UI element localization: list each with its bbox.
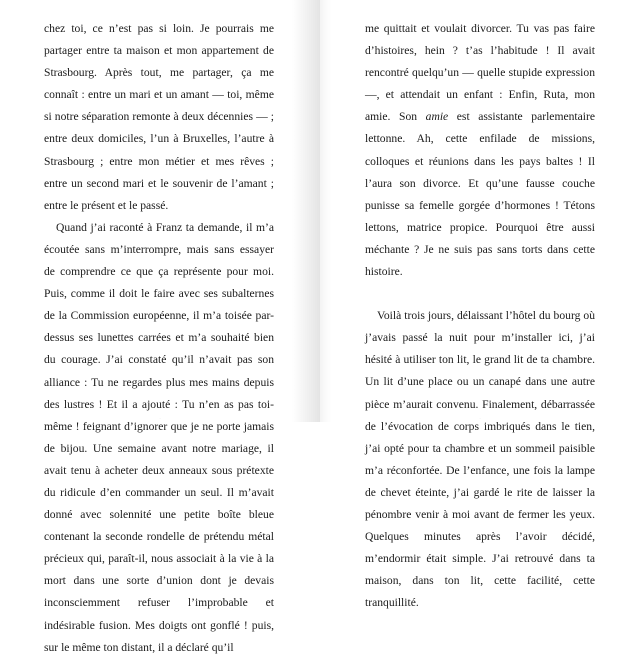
emphasis-word: amie xyxy=(425,110,449,124)
right-page[interactable] xyxy=(320,0,640,610)
paragraph: chez toi, ce n’est pas si loin. Je pourrais me partager entre ta maison et mon appartement de Strasbourg. Après tout, me partager, ça me connaît : entre un mari et un amant — toi, même si notre séparation remonte à deux décennies — ; entre deux domiciles, l’un à Bruxelles, l’autre à Strasbourg ; entre mon métier et mes rêves ; entre un second mari et le souvenir de l’amant ; entre le présent et le passé. xyxy=(44,22,274,212)
paragraph: Quand j’ai raconté à Franz ta demande, il m’a écoutée sans m’interrompre, mais sans essayer de comprendre ce que ça représente pour moi. Puis, comme il doit le faire avec ses subalternes de la Commission européenne, il m’a toisée par-dessus ses lunettes carrées et m’a souhaité bien du courage. J’ai constaté qu’il n’avait pas son alliance : Tu ne regardes plus mes mains depuis des lustres ! Et il a ajouté : Tu n’en as pas toi-même ! feignant d’ignorer que je ne porte jamais de bijou. Une semaine avant notre mariage, il avait tenu à acheter deux anneaux sous prétexte du ridicule d’en commander un seul. Il m’avait donné avec solennité une petite boîte bleue contenant la seconde rondelle de prétendu métal précieux qui, paraît-il, nous associait à la vie à la mort dans une sorte d’union dont je devais inconsciemment refuser l’improbable et indésirable fusion. Mes doigts ont gonflé ! puis, sur le même ton distant, il a déclaré qu’il xyxy=(44,220,274,654)
left-page-text xyxy=(44,18,274,659)
left-page[interactable] xyxy=(0,0,320,654)
paragraph xyxy=(365,18,595,283)
right-page-text xyxy=(365,18,595,614)
page-number-mark: · xyxy=(159,416,161,421)
paragraph-text-start: me quittait et voulait divorcer. Tu vas pas faire d’histoires, hein ? t’as l’habitude ! Il avait rencontré quelqu’un — quelle stupide expression —, et attendait un enfant : Enfin, Ruta, mon amie. Son xyxy=(365,22,595,124)
page-number-mark: · xyxy=(479,416,481,421)
paragraph: Voilà trois jours, délaissant l’hôtel du bourg où j’avais passé la nuit pour m’installer ici, j’ai hésité à utiliser ton lit, le grand lit de ta chambre. Un lit d’une place ou un canapé dans une autre pièce m’aurait convenu. Finalement, débarrassée de l’évocation de corps imbriqués dans le tien, j’ai opté pour ta chambre et un sommeil paisible m’a réconfortée. De l’enfance, une fois la lampe de chevet éteinte, j’ai gardé le rite de laisser la pénombre venir à moi avant de fermer les yeux. Quelques minutes après l’avoir décidé, m’endormir était simple. J’ai retrouvé dans ta maison, dans ton lit, cette facilité, cette tranquillité. xyxy=(365,309,595,610)
paragraph-text-end: est assistante parlementaire lettonne. Ah, cette enfilade de missions, colloques et réunions dans les pays baltes ! Il l’aura son divorce. Et qu’une fausse couche punisse sa femelle gorgée d’hormones ! Tétons lettons, matrice propice. Pourquoi être aussi méchante ? Je ne suis pas sans torts dans cette histoire. xyxy=(365,110,595,279)
